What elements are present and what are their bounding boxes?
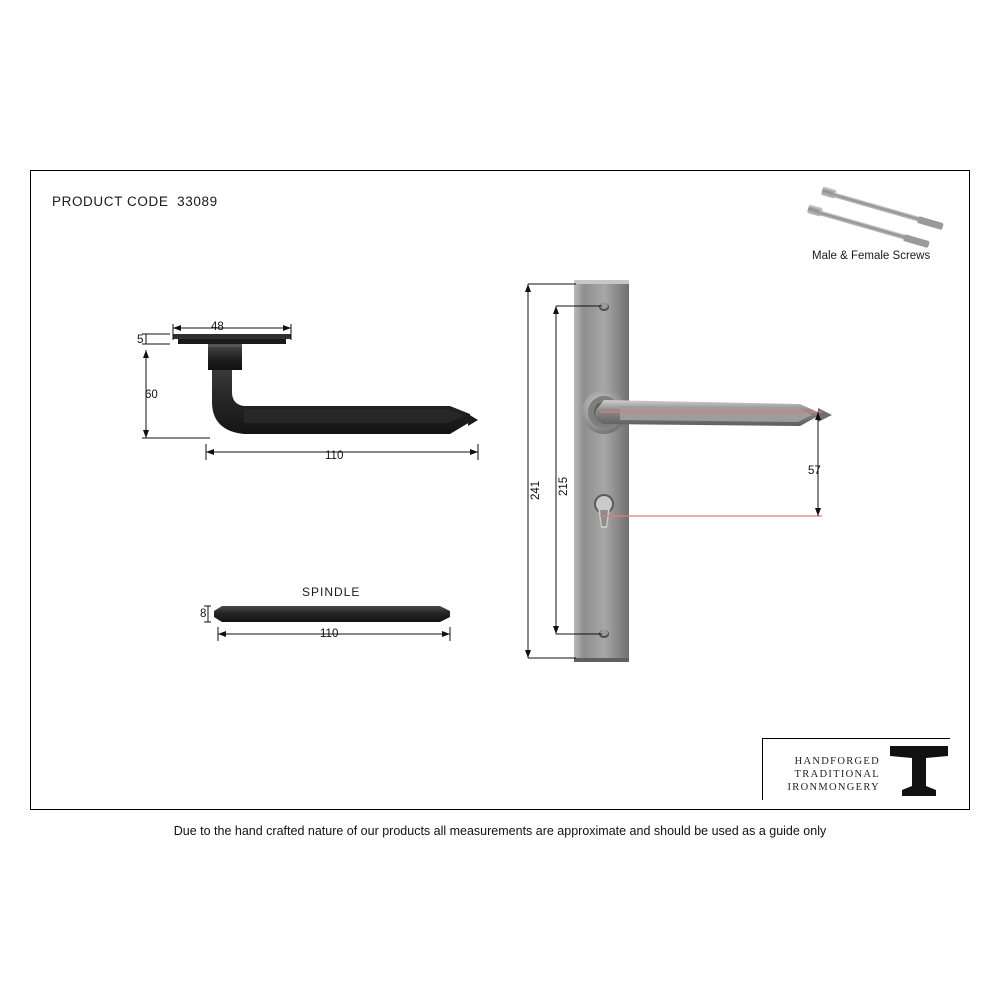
- male-female-screws-illustration: [800, 178, 970, 248]
- dim-spindle-length: 110: [320, 628, 339, 640]
- dim-handle-keyhole-centres: 57: [808, 465, 821, 477]
- left-dimension-lines: [120, 310, 520, 480]
- product-code: PRODUCT CODE 33089: [52, 194, 218, 209]
- screw-lower: [807, 204, 930, 248]
- brand-line-2: TRADITIONAL: [794, 769, 880, 780]
- spindle-illustration: [200, 598, 470, 648]
- disclaimer-text: Due to the hand crafted nature of our products all measurements are approximate and should be used as a guide only: [173, 824, 827, 838]
- dim-spindle-thickness: 8: [200, 608, 207, 620]
- brand-line-1: HANDFORGED: [794, 756, 880, 767]
- dim-lever-length: 110: [325, 450, 344, 462]
- screw-upper: [821, 186, 944, 230]
- dim-lever-height: 60: [145, 389, 158, 401]
- backplate-dimension-lines: [470, 272, 920, 672]
- dim-backplate-inner: 215: [558, 476, 570, 496]
- brand-line-3: IRONMONGERY: [787, 782, 880, 793]
- dim-rose-thickness: 5: [137, 334, 144, 346]
- brand-text: [780, 755, 880, 794]
- spindle-label: SPINDLE: [302, 585, 361, 599]
- dim-rose-width: 48: [211, 321, 224, 333]
- screws-label: Male & Female Screws: [812, 250, 931, 262]
- dim-backplate-overall: 241: [530, 480, 542, 500]
- anvil-logo-icon: [888, 742, 950, 798]
